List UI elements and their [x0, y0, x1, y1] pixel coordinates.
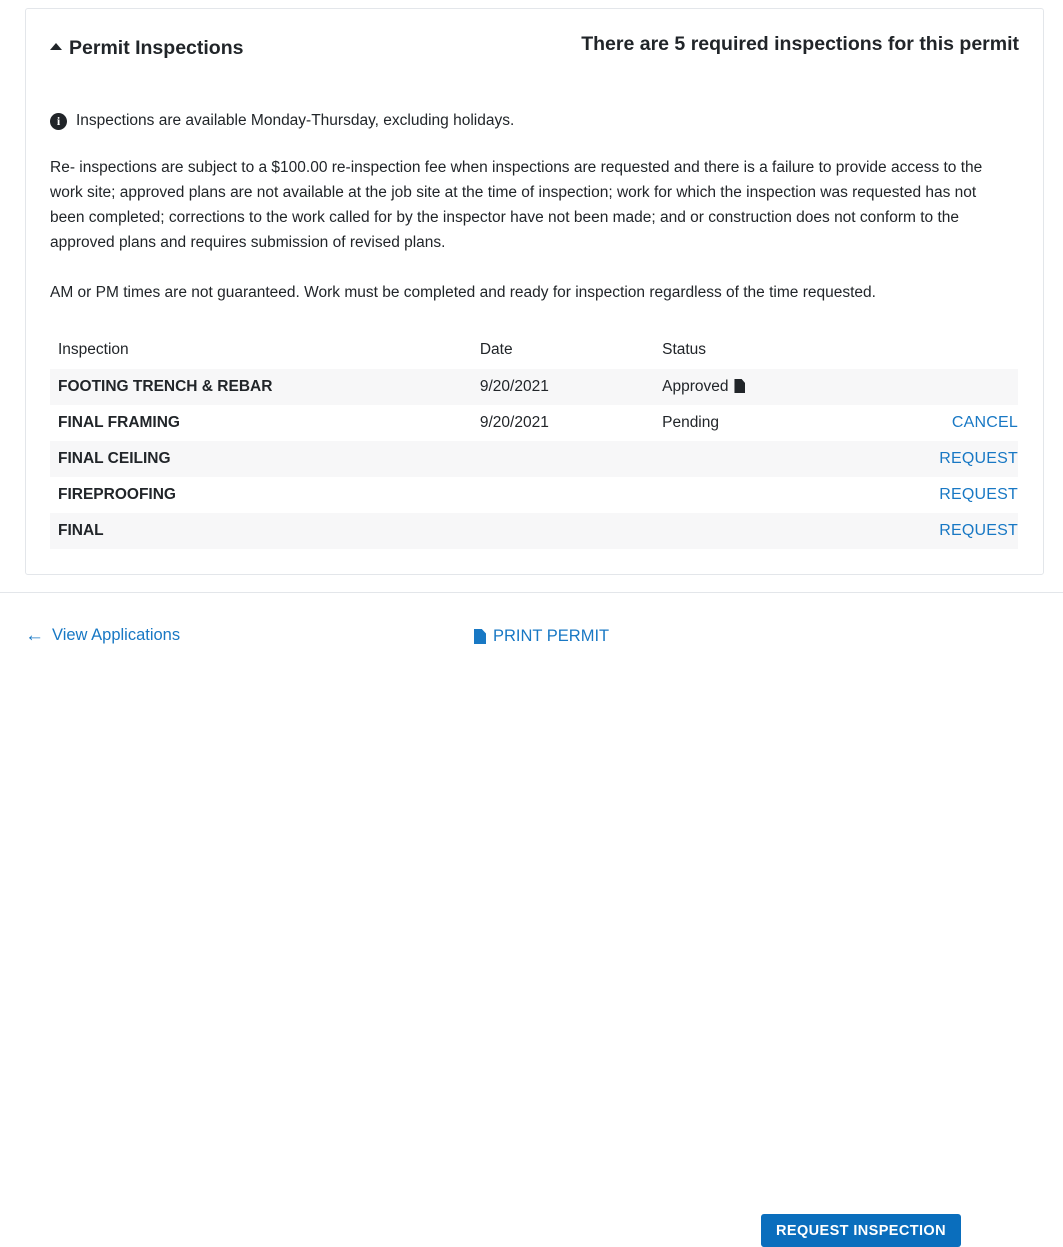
inspection-date: 9/20/2021 — [479, 414, 549, 431]
column-header-date: Date — [479, 341, 513, 358]
card-header — [50, 33, 1019, 60]
inspection-name: FINAL FRAMING — [58, 414, 180, 431]
availability-notice-text: Inspections are available Monday-Thursday, excluding holidays. — [76, 112, 515, 129]
inspection-date — [472, 513, 654, 549]
request-inspection-link[interactable]: REQUEST — [939, 522, 1018, 539]
pdf-file-icon — [474, 629, 486, 644]
request-inspection-button[interactable]: REQUEST INSPECTION — [761, 1214, 961, 1247]
inspection-action — [894, 369, 1018, 405]
table-row — [50, 369, 1018, 405]
document-icon[interactable] — [734, 379, 745, 393]
info-icon: i — [50, 113, 67, 130]
request-inspection-link[interactable]: REQUEST — [939, 450, 1018, 467]
inspection-status — [654, 405, 894, 441]
inspection-date — [472, 441, 654, 477]
inspection-date — [472, 477, 654, 513]
time-disclaimer-paragraph: AM or PM times are not guaranteed. Work must be completed and ready for inspection regardless of the time requested. — [50, 284, 876, 301]
caret-up-icon — [50, 43, 62, 50]
request-inspection-link[interactable]: REQUEST — [939, 486, 1018, 503]
inspection-status — [654, 513, 894, 549]
required-inspections-note: There are 5 required inspections for this permit — [581, 33, 1019, 55]
arrow-left-icon: ← — [25, 625, 44, 646]
inspection-name: FINAL CEILING — [58, 450, 171, 467]
inspection-status — [654, 477, 894, 513]
inspections-table — [50, 335, 1018, 549]
table-row — [50, 477, 1018, 513]
inspection-status-text: Pending — [662, 414, 719, 431]
cancel-inspection-link[interactable]: CANCEL — [951, 414, 1018, 431]
inspection-status — [654, 441, 894, 477]
inspection-status — [654, 369, 894, 405]
page-title: Permit Inspections — [69, 37, 244, 59]
print-permit-label: PRINT PERMIT — [493, 627, 610, 645]
inspection-name: FINAL — [58, 522, 104, 539]
column-header-status: Status — [662, 341, 707, 358]
column-header-action — [894, 335, 1018, 369]
print-permit-link[interactable] — [474, 627, 609, 646]
inspection-name: FOOTING TRENCH & REBAR — [58, 378, 273, 395]
reinspection-fee-paragraph: Re- inspections are subject to a $100.00 re-inspection fee when inspections are requested and there is a failure to provide access to the work site; approved plans are not available at the job site at the time of inspection; work for which the inspection was requested has not been completed; corrections to the work called for by the inspector have not been made; and or construction does not conform to the approved plans and requires submission of revised plans. — [50, 159, 983, 251]
inspection-action — [894, 513, 1018, 549]
table-header-row — [50, 335, 1018, 369]
card-content — [26, 9, 1043, 549]
availability-notice — [50, 112, 1019, 130]
view-applications-label: View Applications — [52, 626, 181, 644]
view-applications-link[interactable] — [25, 626, 180, 645]
permit-inspections-card — [25, 8, 1044, 575]
table-row — [50, 513, 1018, 549]
inspections-table-body — [50, 369, 1018, 549]
inspection-name: FIREPROOFING — [58, 486, 176, 503]
inspection-status-text: Approved — [662, 378, 729, 395]
inspection-action — [894, 477, 1018, 513]
permit-inspections-collapse-toggle[interactable] — [50, 37, 243, 60]
inspection-date: 9/20/2021 — [479, 378, 549, 395]
inspections-table-head — [50, 335, 1018, 369]
inspection-action — [894, 441, 1018, 477]
column-header-inspection: Inspection — [58, 341, 129, 358]
table-row — [50, 405, 1018, 441]
table-row — [50, 441, 1018, 477]
inspection-action — [894, 405, 1018, 441]
page-footer — [0, 592, 1063, 1239]
